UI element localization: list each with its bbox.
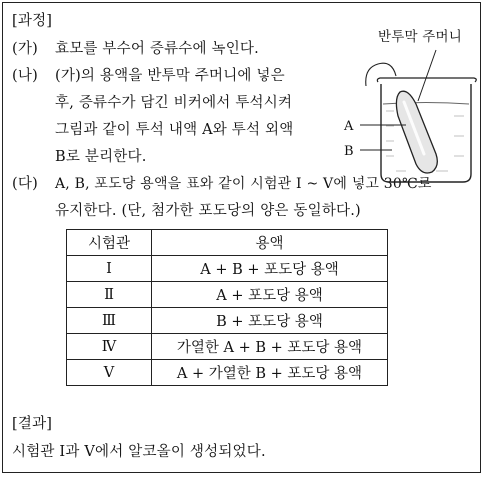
step-da-line-2: 유지한다. (단, 첨가한 포도당의 양은 동일하다.) <box>55 203 361 219</box>
step-da-marker: (다) <box>12 176 38 192</box>
tube-solution: A + B + 포도당 용액 <box>152 256 388 282</box>
result-text: 시험관 Ⅰ과 Ⅴ에서 알코올이 생성되었다. <box>12 444 266 460</box>
beaker-diagram <box>336 46 486 196</box>
table-row <box>67 360 388 386</box>
figure-label-b: B <box>344 144 354 159</box>
tube-solution: B + 포도당 용액 <box>152 308 388 334</box>
step-da-line-1: A, B, 포도당 용액을 표와 같이 시험관 Ⅰ ~ Ⅴ에 넣고 30℃로 <box>55 176 432 192</box>
tube-id: Ⅱ <box>67 282 152 308</box>
step-ga-marker: (가) <box>12 41 38 57</box>
table-row <box>67 282 388 308</box>
tube-id: Ⅴ <box>67 360 152 386</box>
figure-label-a: A <box>344 119 354 134</box>
step-na-line-3: 그림과 같이 투석 내액 A와 투석 외액 <box>55 122 294 138</box>
tube-id: Ⅰ <box>67 256 152 282</box>
tube-solution: A + 포도당 용액 <box>152 282 388 308</box>
step-na-line-2: 후, 증류수가 담긴 비커에서 투석시켜 <box>55 95 293 111</box>
result-heading: [결과] <box>12 416 53 432</box>
table-row <box>67 256 388 282</box>
tube-id: Ⅳ <box>67 334 152 360</box>
tube-solution: A + 가열한 B + 포도당 용액 <box>152 360 388 386</box>
test-tube-table <box>66 229 388 386</box>
step-ga-line-1: 효모를 부수어 증류수에 녹인다. <box>55 41 259 57</box>
tube-id: Ⅲ <box>67 308 152 334</box>
table-row <box>67 334 388 360</box>
table-header-row <box>67 230 388 256</box>
step-na-line-1: (가)의 용액을 반투막 주머니에 넣은 <box>55 68 285 84</box>
step-na-marker: (나) <box>12 68 38 84</box>
procedure-heading: [과정] <box>12 13 53 29</box>
header-test-tube: 시험관 <box>67 230 152 256</box>
step-na-line-4: B로 분리한다. <box>55 149 147 165</box>
table-row <box>67 308 388 334</box>
tube-solution: 가열한 A + B + 포도당 용액 <box>152 334 388 360</box>
figure-title: 반투막 주머니 <box>378 29 462 45</box>
header-solution: 용액 <box>152 230 388 256</box>
